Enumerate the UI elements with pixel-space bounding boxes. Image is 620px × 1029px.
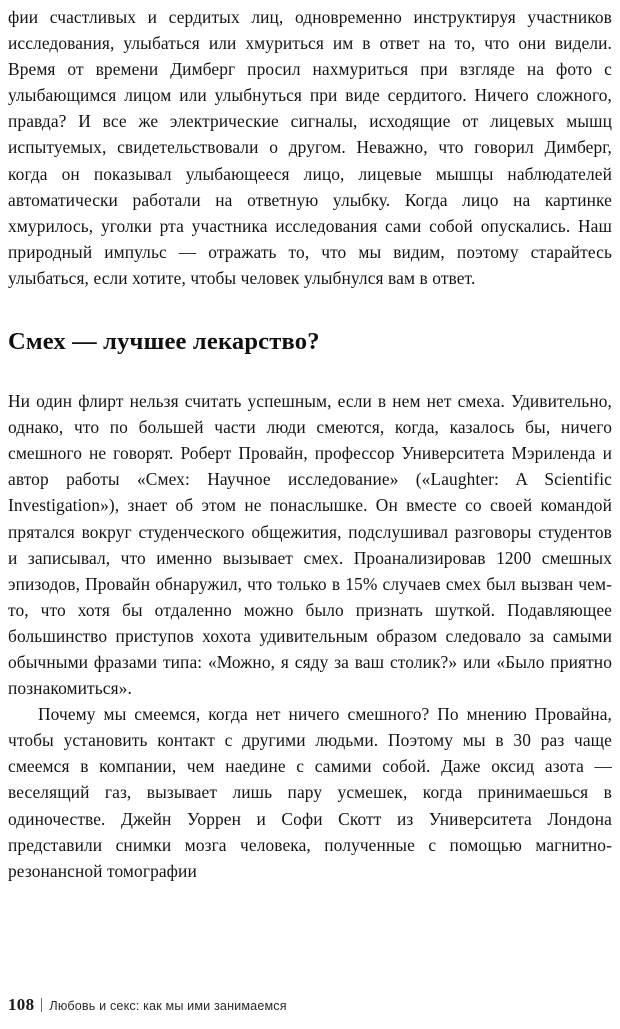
body-paragraph-2: Ни один флирт нельзя считать успешным, если в нем нет смеха. Удивительно, однако, что по большей части люди смеются, когда, казалось бы, ничего смешного не говорят. Роберт Провайн, профессор Университета Мэриленда и автор работы «Смех: Научное исследование» («Laughter: A Scientific Investigation»), знает об этом не понаслышке. Он вместе со своей командой прятался вокруг студенческого общежития, подслушивал разговоры студентов и записывал, что именно вызывает смех. Проанализировав 1200 смешных эпизодов, Провайн обнаружил, что только в 15% случаев смех был вызван чем-то, что хотя бы отдаленно можно было признать шуткой. Подавляющее большинство приступов хохота удивительным образом следовало за самыми обычными фразами типа: «Можно, я сяду за ваш столик?» или «Было приятно познакомиться». [8,391,612,699]
spacer-after-heading [8,356,612,388]
footer-divider [41,998,42,1012]
running-title: Любовь и секс: как мы ими занимаемся [49,999,287,1013]
body-paragraph-3: Почему мы смеемся, когда нет ничего смешного? По мнению Провайна, чтобы установить контакт с другими людьми. Поэтому мы в 30 раз чаще смеемся в компании, чем наедине с самими собой. Даже оксид азота — веселящий газ, вызывает лишь пару усмешек, когда принимаешься в одиночестве. Джейн Уоррен и Софи Скотт из Университета Лондона представили снимки мозга человека, полученные с помощью магнитно-резонансной томографии [8,704,612,881]
page-footer [8,995,612,1015]
spacer-before-heading [8,291,612,328]
page-number: 108 [8,995,35,1014]
section-heading: Смех — лучшее лекарство? [8,328,320,356]
body-paragraph-1: фии счастливых и сердитых лиц, одновременно инструктируя участников исследования, улыбаться или хмуриться им в ответ на то, что они видели. Время от времени Димберг просил нахмуриться при взгляде на фото с улыбающимся лицом или улыбнуться при виде сердитого. Ничего сложного, правда? И все же электрические сигналы, исходящие от лицевых мышц испытуемых, свидетельствовали о другом. Неважно, что говорил Димберг, когда он показывал улыбающееся лицо, лицевые мышцы наблюдателей автоматически работали на ответную улыбку. Когда лицо на картинке хмурилось, уголки рта участника исследования сами собой опускались. Наш природный импульс — отражать то, что мы видим, поэтому старайтесь улыбаться, если хотите, чтобы человек улыбнулся вам в ответ. [8,7,612,288]
page-content [8,4,612,884]
